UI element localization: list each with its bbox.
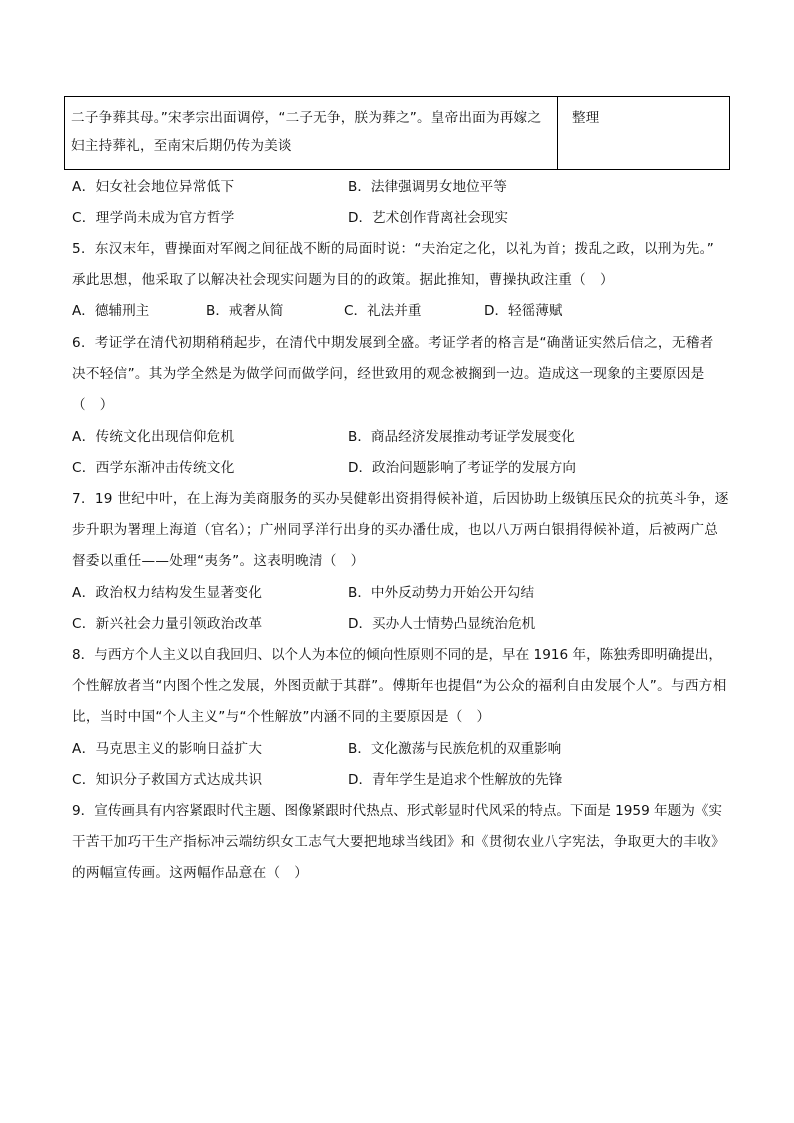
q6-stem-line-1: 6．考证学在清代初期稍稍起步，在清代中期发展到全盛。考证学者的格言是“确凿证实然后信之，无稽者 [72,335,714,351]
q5-option-b: B．戒奢从简 [206,303,284,319]
q5-option-d: D．轻徭薄赋 [484,303,563,319]
q7-stem-line-3: 督委以重任——处理“夷务”。这表明晚清（ ） [72,553,365,569]
q8-stem-line-2: 个性解放者当“内图个性之发展，外图贡献于其群”。傅斯年也提倡“为公众的福利自由发展个人”。与西方相 [72,678,727,694]
q6-option-b: B．商品经济发展推动考证学发展变化 [348,429,575,445]
q4-option-d: D．艺术创作背离社会现实 [348,210,508,226]
q8-option-a: A．马克思主义的影响日益扩大 [72,741,263,757]
q8-option-d: D．青年学生是追求个性解放的先锋 [348,772,563,788]
q5-options-row [72,301,562,321]
source-table [64,96,730,170]
q8-option-c: C．知识分子救国方式达成共识 [72,772,263,788]
q8-option-b: B．文化激荡与民族危机的双重影响 [348,741,562,757]
table-material-line-2: 妇主持葬礼，至南宋后期仍传为美谈 [71,138,292,154]
q6-option-c: C．西学东渐冲击传统文化 [72,460,235,476]
q7-option-d: D．买办人士情势凸显统治危机 [348,616,536,632]
q6-stem-line-3: （ ） [72,397,114,413]
table-material-line-1: 二子争葬其母。”宋孝宗出面调停，“二子无争，朕为葬之”。皇帝出面为再嫁之 [71,110,542,126]
q7-option-c: C．新兴社会力量引领政治改革 [72,616,263,632]
q5-stem-line-2: 承此思想，他采取了以解决社会现实问题为目的的政策。据此推知，曹操执政注重（ ） [72,272,614,288]
q7-option-b: B．中外反动势力开始公开勾结 [348,585,535,601]
q6-stem-line-2: 决不轻信”。其为学全然是为做学问而做学问，经世致用的观念被搁到一边。造成这一现象的主要原因是 [72,366,705,382]
q8-stem-line-1: 8．与西方个人主义以自我回归、以个人为本位的倾向性原则不同的是，早在 1916 年，陈独秀即明确提出， [72,647,723,663]
q9-stem-line-2: 干苦干加巧干生产指标冲云端纺织女工志气大要把地球当线团》和《贯彻农业八字宪法，争取更大的丰收》 [72,834,726,850]
q4-option-b: B．法律强调男女地位平等 [348,179,507,195]
q4-option-c: C．理学尚未成为官方哲学 [72,210,235,226]
q7-option-a: A．政治权力结构发生显著变化 [72,585,263,601]
q7-stem-line-1: 7．19 世纪中叶，在上海为美商服务的买办吴健彰出资捐得候补道，后因协助上级镇压民众的抗英斗争，逐 [72,491,729,507]
table-cell-material [65,97,558,169]
q9-stem-line-1: 9．宣传画具有内容紧跟时代主题、图像紧跟时代热点、形式彰显时代风采的特点。下面是 1959 年题为《实 [72,803,723,819]
table-cell-note: 整理 [572,110,600,126]
q6-option-d: D．政治问题影响了考证学的发展方向 [348,460,576,476]
q4-option-a: A．妇女社会地位异常低下 [72,179,235,195]
q5-stem-line-1: 5．东汉末年，曹操面对军阀之间征战不断的局面时说：“夫治定之化，以礼为首；拨乱之政，以刑为先。” [72,241,715,257]
q5-option-c: C．礼法并重 [344,303,422,319]
q6-option-a: A．传统文化出现信仰危机 [72,429,235,445]
q9-stem-line-3: 的两幅宣传画。这两幅作品意在（ ） [72,865,309,881]
q7-stem-line-2: 步升职为署理上海道（官名）；广州同孚洋行出身的买办潘仕成，也以八万两白银捐得候补道，后被两广总 [72,522,719,538]
q8-stem-line-3: 比，当时中国“个人主义”与“个性解放”内涵不同的主要原因是（ ） [72,709,491,725]
q5-option-a: A．德辅刑主 [72,303,150,319]
